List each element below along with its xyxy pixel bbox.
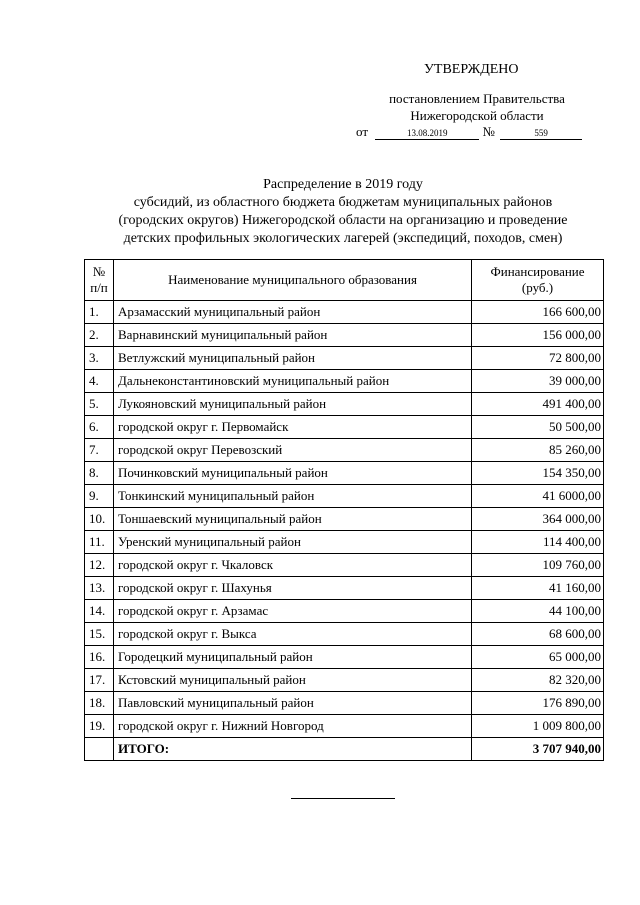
table-row xyxy=(85,669,604,692)
header-number xyxy=(85,260,114,301)
row-amount: 41 160,00 xyxy=(472,577,604,600)
document-heading xyxy=(86,176,600,248)
row-name: Павловский муниципальный район xyxy=(114,692,472,715)
table-body xyxy=(85,301,604,761)
total-label: ИТОГО: xyxy=(114,738,472,761)
row-name: Арзамасский муниципальный район xyxy=(114,301,472,324)
row-number: 12. xyxy=(85,554,114,577)
approval-resolution xyxy=(374,90,580,124)
row-name: городской округ г. Выкса xyxy=(114,623,472,646)
row-amount: 166 600,00 xyxy=(472,301,604,324)
approval-line1: постановлением Правительства xyxy=(389,91,565,106)
number-label: № xyxy=(482,124,495,139)
row-number: 5. xyxy=(85,393,114,416)
row-number: 2. xyxy=(85,324,114,347)
row-name: городской округ г. Чкаловск xyxy=(114,554,472,577)
total-amount: 3 707 940,00 xyxy=(472,738,604,761)
row-amount: 44 100,00 xyxy=(472,600,604,623)
total-row xyxy=(85,738,604,761)
row-amount: 114 400,00 xyxy=(472,531,604,554)
row-name: городской округ Перевозский xyxy=(114,439,472,462)
row-name: Починковский муниципальный район xyxy=(114,462,472,485)
table-row xyxy=(85,301,604,324)
header-number-line1: № xyxy=(92,264,106,279)
table-row xyxy=(85,485,604,508)
row-number: 8. xyxy=(85,462,114,485)
approval-date-line xyxy=(356,124,582,140)
row-name: Ветлужский муниципальный район xyxy=(114,347,472,370)
row-amount: 85 260,00 xyxy=(472,439,604,462)
row-amount: 156 000,00 xyxy=(472,324,604,347)
heading-line3: (городских округов) Нижегородской области на организацию и проведение xyxy=(118,213,568,228)
row-amount: 41 6000,00 xyxy=(472,485,604,508)
row-number: 17. xyxy=(85,669,114,692)
row-number: 18. xyxy=(85,692,114,715)
table-row xyxy=(85,439,604,462)
row-name: Дальнеконстантиновский муниципальный район xyxy=(114,370,472,393)
row-name: Тоншаевский муниципальный район xyxy=(114,508,472,531)
row-number: 14. xyxy=(85,600,114,623)
from-label: от xyxy=(356,124,369,139)
heading-line4: детских профильных экологических лагерей (экспедиций, походов, смен) xyxy=(123,231,563,246)
row-name: городской округ г. Арзамас xyxy=(114,600,472,623)
row-number: 10. xyxy=(85,508,114,531)
row-name: Городецкий муниципальный район xyxy=(114,646,472,669)
table-row xyxy=(85,646,604,669)
header-funding-line1: Финансирование xyxy=(490,264,585,279)
table-row xyxy=(85,554,604,577)
row-number: 7. xyxy=(85,439,114,462)
row-amount: 1 009 800,00 xyxy=(472,715,604,738)
row-amount: 82 320,00 xyxy=(472,669,604,692)
row-number: 15. xyxy=(85,623,114,646)
row-amount: 176 890,00 xyxy=(472,692,604,715)
header-name: Наименование муниципального образования xyxy=(114,260,472,301)
row-amount: 65 000,00 xyxy=(472,646,604,669)
row-number: 9. xyxy=(85,485,114,508)
row-name: Уренский муниципальный район xyxy=(114,531,472,554)
row-name: городской округ г. Первомайск xyxy=(114,416,472,439)
table-row xyxy=(85,531,604,554)
table-row xyxy=(85,508,604,531)
row-amount: 68 600,00 xyxy=(472,623,604,646)
table-row xyxy=(85,370,604,393)
row-name: городской округ г. Шахунья xyxy=(114,577,472,600)
approval-title: УТВЕРЖДЕНО xyxy=(424,62,519,77)
row-number: 6. xyxy=(85,416,114,439)
row-number: 1. xyxy=(85,301,114,324)
row-number: 19. xyxy=(85,715,114,738)
row-name: Лукояновский муниципальный район xyxy=(114,393,472,416)
approval-date: 13.08.2019 xyxy=(375,127,479,140)
heading-line1: Распределение в 2019 году xyxy=(263,177,423,192)
total-empty-cell xyxy=(85,738,114,761)
end-line xyxy=(291,798,395,799)
row-name: городской округ г. Нижний Новгород xyxy=(114,715,472,738)
row-amount: 109 760,00 xyxy=(472,554,604,577)
table-row xyxy=(85,416,604,439)
table-row xyxy=(85,715,604,738)
row-amount: 154 350,00 xyxy=(472,462,604,485)
table-row xyxy=(85,577,604,600)
row-number: 3. xyxy=(85,347,114,370)
table-row xyxy=(85,347,604,370)
row-number: 11. xyxy=(85,531,114,554)
row-amount: 491 400,00 xyxy=(472,393,604,416)
table-row xyxy=(85,600,604,623)
approval-number: 559 xyxy=(500,127,582,140)
row-number: 4. xyxy=(85,370,114,393)
approval-line2: Нижегородской области xyxy=(410,108,544,123)
table-row xyxy=(85,393,604,416)
table-row xyxy=(85,692,604,715)
row-number: 16. xyxy=(85,646,114,669)
header-funding xyxy=(472,260,604,301)
row-amount: 364 000,00 xyxy=(472,508,604,531)
row-amount: 50 500,00 xyxy=(472,416,604,439)
header-funding-line2: (руб.) xyxy=(521,280,554,295)
row-name: Варнавинский муниципальный район xyxy=(114,324,472,347)
row-name: Кстовский муниципальный район xyxy=(114,669,472,692)
table-row xyxy=(85,623,604,646)
header-number-line2: п/п xyxy=(90,280,108,295)
table-row xyxy=(85,462,604,485)
row-number: 13. xyxy=(85,577,114,600)
subsidy-table xyxy=(84,259,604,761)
heading-line2: субсидий, из областного бюджета бюджетам муниципальных районов xyxy=(133,195,553,210)
table-header-row xyxy=(85,260,604,301)
row-amount: 39 000,00 xyxy=(472,370,604,393)
row-name: Тонкинский муниципальный район xyxy=(114,485,472,508)
table-row xyxy=(85,324,604,347)
row-amount: 72 800,00 xyxy=(472,347,604,370)
